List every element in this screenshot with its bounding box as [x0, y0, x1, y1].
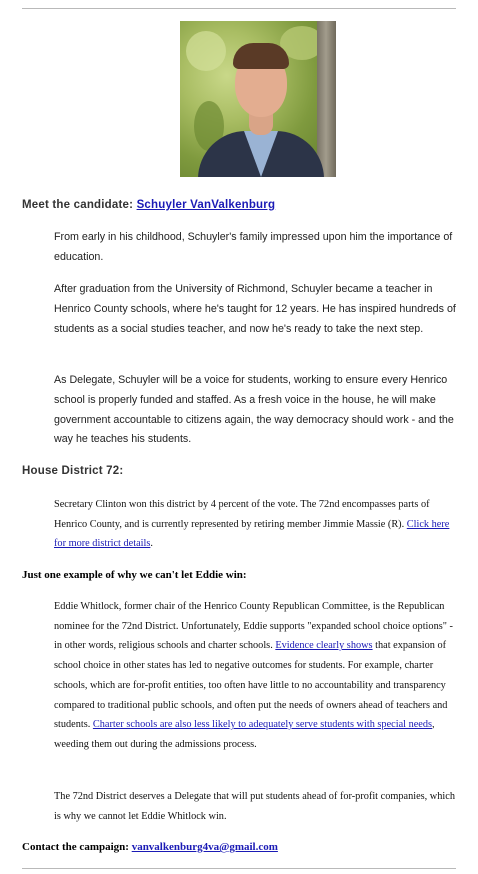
example-paragraph-1 [54, 597, 458, 755]
candidate-name-link[interactable]: Schuyler VanValkenburg [136, 199, 276, 211]
photo-foliage [186, 31, 226, 71]
charter-schools-link[interactable]: Charter schools are also less likely to adequately serve students with special needs [92, 719, 433, 731]
evidence-link[interactable]: Evidence clearly shows [275, 640, 373, 652]
district-text-end: . [150, 538, 153, 550]
meet-candidate-label: Meet the candidate: [22, 199, 137, 211]
candidate-paragraph-3: As Delegate, Schuyler will be a voice for students, working to ensure every Henrico school is properly funded and staffed. As a fresh voice in the house, he will make government accountable to citizens again, the way democracy should work - and the way he teaches his students. [54, 374, 454, 446]
top-divider [22, 8, 456, 9]
candidate-photo [180, 21, 336, 177]
photo-tree-trunk [317, 21, 336, 177]
candidate-paragraph-2: After graduation from the University of Richmond, Schuyler became a teacher in Henrico County schools, where he's taught for 12 years. He has inspired hundreds of students as a social studies teacher, and now he's ready to take the next step. [54, 283, 456, 335]
district-text: Secretary Clinton won this district by 4 percent of the vote. The 72nd encompasses parts of Henrico County, and is currently represented by retiring member Jimmie Massie (R). [54, 499, 430, 530]
meet-candidate-heading [22, 199, 275, 211]
bottom-divider [22, 868, 456, 869]
contact-line [22, 841, 278, 853]
example-heading: Just one example of why we can't let Eddie win: [22, 569, 247, 581]
example-text-a: Eddie Whitlock, former chair of the Henrico County Republican Committee, is the Republican nominee for the 72nd District. Unfortunately, Eddie supports "expanded school choice options" - in other words, religious schools and charter schools. [54, 601, 453, 652]
example-text-c: , weeding them out during the admissions process. [54, 719, 435, 750]
photo-hair [233, 43, 289, 69]
candidate-paragraph-1: From early in his childhood, Schuyler's family impressed upon him the importance of education. [54, 231, 453, 263]
contact-label: Contact the campaign: [22, 841, 132, 853]
district-heading: House District 72: [22, 465, 124, 477]
contact-email-link[interactable]: vanvalkenburg4va@gmail.com [131, 841, 278, 853]
district-details-link[interactable]: Click here for more district details [54, 518, 450, 550]
district-paragraph [54, 495, 458, 554]
example-paragraph-2: The 72nd District deserves a Delegate that will put students ahead of for-profit companies, which is why we cannot let Eddie Whitlock win. [54, 791, 455, 822]
example-text-b: that expansion of school choice in other states has led to negative outcomes for students. For example, charter schools, which are for-profit entities, too often have little to no accountability and transparency compared to traditional public schools, and often put the needs of owners ahead of teachers and students. [54, 640, 448, 731]
